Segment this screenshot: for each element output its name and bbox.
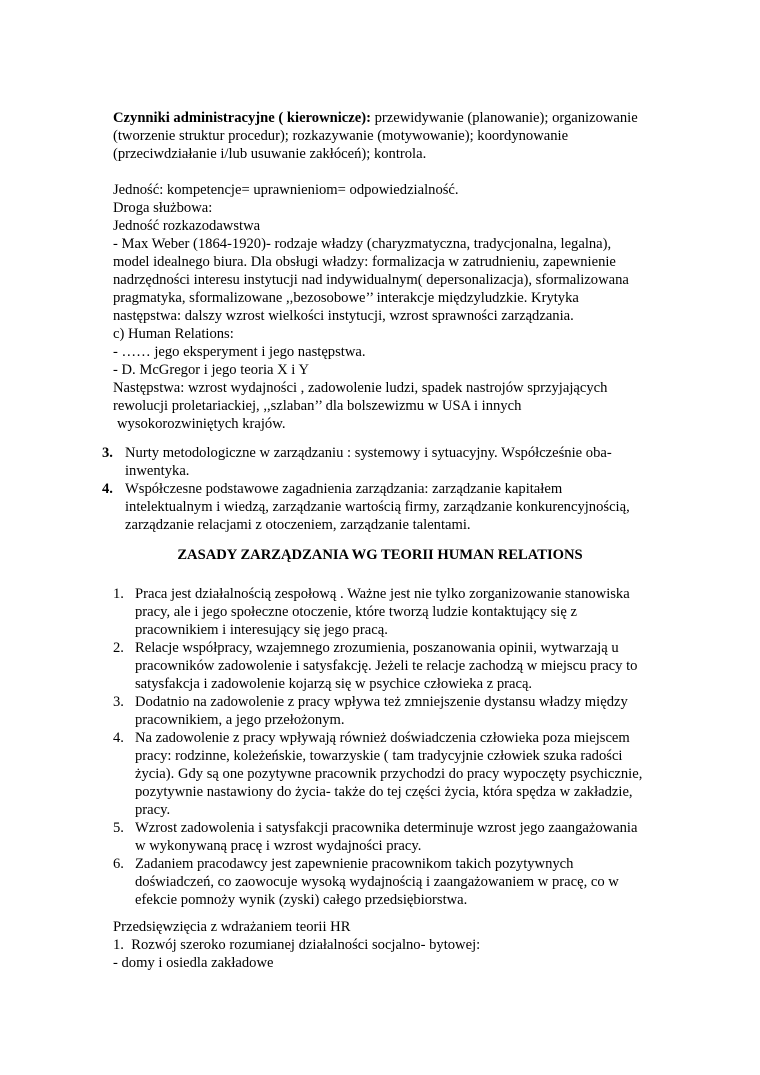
numbered-topics bbox=[102, 444, 643, 534]
list-item bbox=[113, 729, 643, 819]
list-item-line: Relacje współpracy, wzajemnego zrozumienia, poszanowania opinii, wytwarzają u bbox=[135, 640, 619, 656]
section-heading: ZASADY ZARZĄDZANIA WG TEORII HUMAN RELATIONS bbox=[177, 547, 583, 563]
final-title: Przedsięwzięcia z wdrażaniem teorii HR bbox=[113, 919, 351, 935]
list-number: 4. bbox=[102, 481, 113, 497]
list-item-line: pracowników zadowolenie i satysfakcję. Jeżeli te relacje zachodzą w miejscu pracy to bbox=[135, 658, 638, 674]
section-b-line: wysokorozwiniętych krajów. bbox=[117, 416, 286, 432]
final-sub-item: - domy i osiedla zakładowe bbox=[113, 955, 274, 971]
intro-line-2: (tworzenie struktur procedur); rozkazywanie (motywowanie); koordynowanie bbox=[113, 128, 569, 144]
list-item bbox=[113, 693, 643, 729]
list-item-line: efekcie pomnoży wynik (zyski) całego przedsiębiorstwa. bbox=[135, 892, 468, 908]
list-item-line: w wykonywaną pracę i wzrost wydajności pracy. bbox=[135, 838, 422, 854]
list-item-line: Zadaniem pracodawcy jest zapewnienie pracownikom takich pozytywnych bbox=[135, 856, 574, 872]
intro-line-1 bbox=[113, 109, 643, 127]
list-item-line: Na zadowolenie z pracy wpływają również doświadczenia człowieka poza miejscem bbox=[135, 730, 630, 746]
section-b-line: pragmatyka, sformalizowane ,,bezosobowe’’ interakcje międzyludzkie. Krytyka bbox=[113, 290, 579, 306]
section-b-line: nadrzędności interesu instytucji nad indywidualnym( depersonalizacja), sformalizowana bbox=[113, 272, 629, 288]
section-b-line: - Max Weber (1864-1920)- rodzaje władzy (charyzmatyczna, tradycjonalna, legalna), bbox=[113, 236, 612, 252]
list-item bbox=[113, 819, 643, 855]
list-number: 3. bbox=[102, 445, 113, 461]
list-item-line: satysfakcja i zadowolenie kojarzą się w psychice człowieka z pracą. bbox=[135, 676, 533, 692]
final-section bbox=[113, 918, 643, 972]
final-item-text: Rozwój szeroko rozumianej działalności socjalno- bytowej: bbox=[131, 937, 481, 953]
list-item-line: pracownikiem i interesujący się jego pracą. bbox=[135, 622, 388, 638]
list-item-line: Dodatnio na zadowolenie z pracy wpływa też zmniejszenie dystansu władzy między bbox=[135, 694, 628, 710]
list-item-line: Współczesne podstawowe zagadnienia zarządzania: zarządzanie kapitałem bbox=[125, 481, 563, 497]
list-item-line: pracy. bbox=[135, 802, 171, 818]
list-item bbox=[102, 480, 643, 534]
principles-list bbox=[113, 585, 643, 909]
list-item-line: pracy: rodzinne, koleżeńskie, towarzyskie ( tam tradycyjnie człowiek szuka radości bbox=[135, 748, 623, 764]
section-b-line: następstwa: dalszy wzrost wielkości instytucji, wzrost sprawności zarządzania. bbox=[113, 308, 574, 324]
list-item-line: inwentyka. bbox=[125, 463, 190, 479]
section-b-line: c) Human Relations: bbox=[113, 326, 234, 342]
list-item-line: doświadczeń, co zaowocuje wysoką wydajnością i zaangażowaniem w pracę, co w bbox=[135, 874, 619, 890]
list-number: 6. bbox=[113, 856, 124, 872]
section-b-line: Jedność rozkazodawstwa bbox=[113, 218, 261, 234]
list-item-line: pozytywnie nastawiony do życia- także do tej części życia, która spędza w zakładzie, bbox=[135, 784, 633, 800]
list-item-line: pracownikiem, a jego przełożonym. bbox=[135, 712, 345, 728]
list-number: 2. bbox=[113, 640, 124, 656]
list-item bbox=[102, 444, 643, 480]
section-b-line: rewolucji proletariackiej, ,,szlaban’’ dla bolszewizmu w USA i innych bbox=[113, 398, 522, 414]
section-b-line: Następstwa: wzrost wydajności , zadowolenie ludzi, spadek nastrojów sprzyjających bbox=[113, 380, 608, 396]
list-item-line: Nurty metodologiczne w zarządzaniu : systemowy i sytuacyjny. Współcześnie oba- bbox=[125, 445, 612, 461]
section-b-line: Jedność: kompetencje= uprawnieniom= odpowiedzialność. bbox=[113, 182, 459, 198]
list-number: 4. bbox=[113, 730, 124, 746]
list-item-line: życia). Gdy są one pozytywne pracownik przychodzi do pracy wypoczęty psychicznie, bbox=[135, 766, 643, 782]
list-item bbox=[113, 585, 643, 639]
list-number: 3. bbox=[113, 694, 124, 710]
list-number: 1. bbox=[113, 937, 124, 953]
intro-line-1-rest: przewidywanie (planowanie); organizowanie bbox=[370, 110, 638, 126]
list-number: 1. bbox=[113, 586, 124, 602]
section-b bbox=[113, 181, 643, 433]
list-item-line: Wzrost zadowolenia i satysfakcji pracownika determinuje wzrost jego zaangażowania bbox=[135, 820, 638, 836]
section-b-line: - D. McGregor i jego teoria X i Y bbox=[113, 362, 310, 378]
list-item-line: Praca jest działalnością zespołową . Ważne jest nie tylko zorganizowanie stanowiska bbox=[135, 586, 630, 602]
list-item bbox=[113, 855, 643, 909]
final-item bbox=[113, 936, 643, 954]
intro-bold-lead: Czynniki administracyjne ( kierownicze): bbox=[113, 110, 371, 126]
list-item-line: pracy, ale i jego społeczne otoczenie, które tworzą ludzie kontaktujący się z bbox=[135, 604, 577, 620]
list-item-line: intelektualnym i wiedzą, zarządzanie wartością firmy, zarządzanie konkurencyjnością, bbox=[125, 499, 630, 515]
section-b-line: Droga służbowa: bbox=[113, 200, 213, 216]
section-b-line: - …… jego eksperyment i jego następstwa. bbox=[113, 344, 366, 360]
list-item bbox=[113, 639, 643, 693]
intro-line-3: (przeciwdziałanie i/lub usuwanie zakłóceń); kontrola. bbox=[113, 146, 427, 162]
list-item-line: zarządzanie relacjami z otoczeniem, zarządzanie talentami. bbox=[125, 517, 471, 533]
list-number: 5. bbox=[113, 820, 124, 836]
section-b-line: model idealnego biura. Dla obsługi władzy: formalizacja w zatrudnieniu, zapewnienie bbox=[113, 254, 616, 270]
intro-paragraph bbox=[113, 109, 643, 163]
